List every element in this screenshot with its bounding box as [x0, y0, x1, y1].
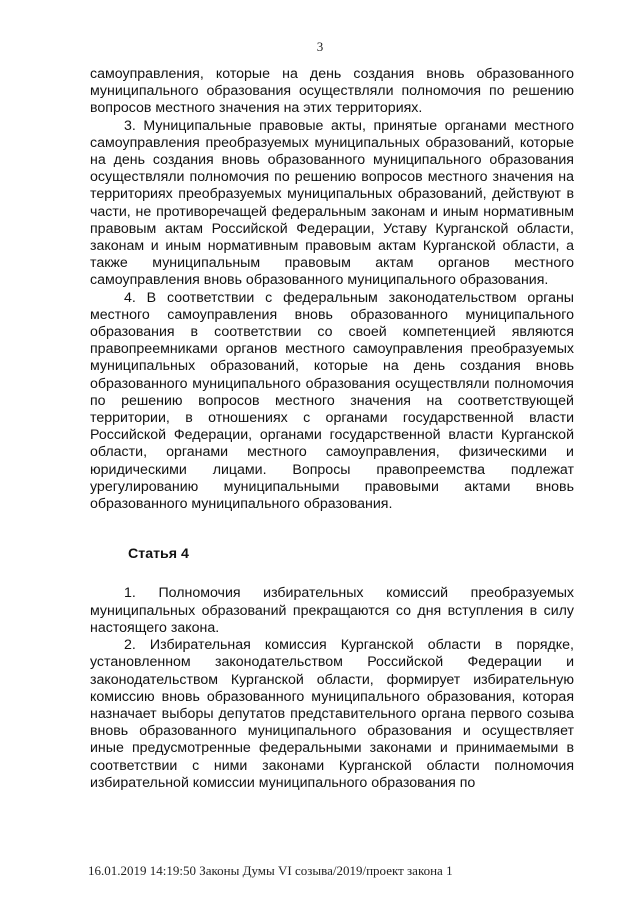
article-4-paragraph-2: 2. Избирательная комиссия Курганской области в порядке, установленном законодательством Российской Федерации и законодательством Курганской области, формирует избирательную комиссию вновь образованного муниципального образования, которая назначает выборы депутатов представительного органа первого созыва вновь образованного муниципального образования и осуществляет иные предусмотренные федеральными законами и принимаемыми в соответствии с ними законами Курганской области полномочия избирательной комиссии муниципального образования по — [90, 637, 574, 791]
page-number: 3 — [316, 39, 324, 54]
paragraph-continuation: самоуправления, которые на день создания вновь образованного муниципального образования осуществляли полномочия по решению вопросов местного значения на этих территориях. — [90, 66, 574, 117]
document-body — [90, 66, 574, 792]
paragraph-3: 3. Муниципальные правовые акты, принятые органами местного самоуправления преобразуемых муниципальных образований, которые на день создания вновь образованного муниципального образования осуществляли полномочия по решению вопросов местного значения на территориях преобразуемых муниципальных образований, действуют в части, не противоречащей федеральным законам и иным нормативным правовым актам Российской Федерации, Уставу Курганской области, законам и иным нормативным правовым актам Курганской области, а также муниципальным правовым актам органов местного самоуправления вновь образованного муниципального образования. — [90, 117, 574, 289]
article-4-paragraph-1: 1. Полномочия избирательных комиссий преобразуемых муниципальных образований прекращаются со дня вступления в силу настоящего закона. — [90, 585, 574, 636]
document-footer: 16.01.2019 14:19:50 Законы Думы VI созыва/2019/проект закона 1 — [88, 863, 453, 878]
paragraph-4: 4. В соответствии с федеральным законодательством органы местного самоуправления вновь образованного муниципального образования в соответствии со своей компетенцией являются правопреемниками органов местного самоуправления преобразуемых муниципальных образований, которые на день создания вновь образованного муниципального образования осуществляли полномочия по решению вопросов местного значения на соответствующей территории, в отношениях с органами государственной власти Российской Федерации, органами государственной власти Курганской области, органами местного самоуправления, физическими и юридическими лицами. Вопросы правопреемства подлежат урегулированию муниципальными правовыми актами вновь образованного муниципального образования. — [90, 289, 574, 513]
article-heading: Статья 4 — [128, 546, 189, 563]
